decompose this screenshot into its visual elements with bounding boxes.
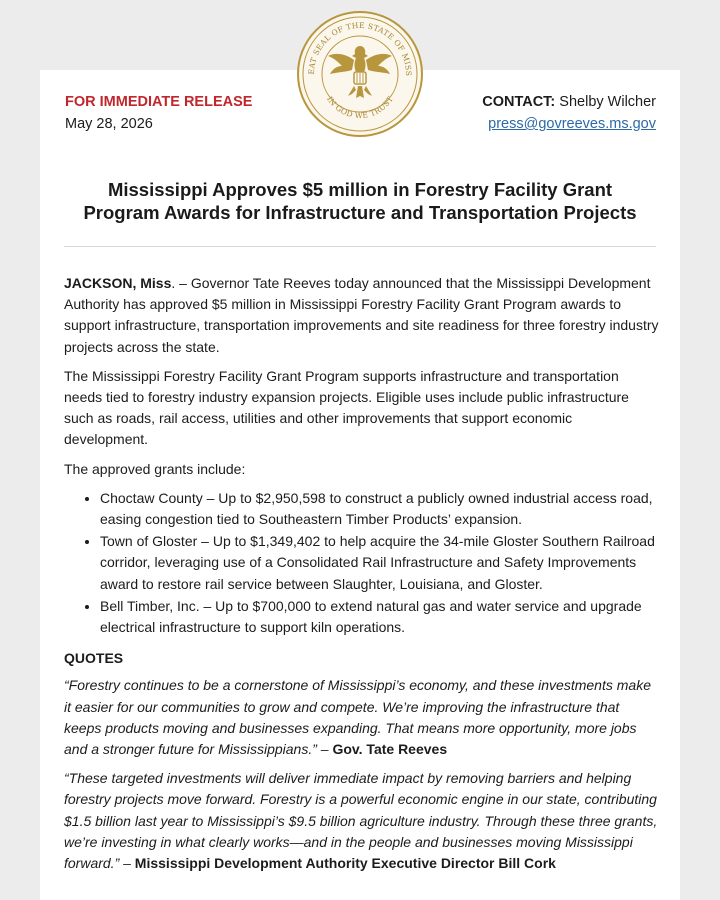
title-line-1: Mississippi Approves $5 million in Forestry Facility Grant <box>107 179 613 200</box>
quote-governor <box>64 675 659 760</box>
paragraph-lead <box>64 273 659 358</box>
grants-list <box>64 488 659 638</box>
quote-attribution: Mississippi Development Authority Executive Director Bill Cork <box>130 855 556 872</box>
title-line-2: Program Awards for Infrastructure and Transportation Projects <box>83 202 637 223</box>
quote-mda <box>64 768 659 874</box>
state-seal <box>296 10 424 138</box>
press-release-title <box>64 178 656 224</box>
grant-item: • Bell Timber, Inc. – Up to $700,000 to extend natural gas and water service and upgrade electrical infrastructure to support kiln operations. <box>100 596 659 638</box>
seal-ring-text-top: EAT SEAL OF THE STATE OF MISS <box>306 20 414 77</box>
contact-email-link[interactable]: press@govreeves.ms.gov <box>488 116 656 132</box>
quotes-heading: QUOTES <box>64 650 124 667</box>
paragraph-program: The Mississippi Forestry Facility Grant Program supports infrastructure and transportation needs tied to forestry industry expansion projects. Eligible uses include public infrastructure such as roads, rail access, utilities and other improvements that support economic development. <box>64 367 629 448</box>
divider <box>64 246 656 247</box>
contact-block <box>482 91 656 135</box>
release-label: FOR IMMEDIATE RELEASE <box>65 94 253 110</box>
release-date: May 28, 2026 <box>65 116 153 132</box>
seal-ring-text-bottom: IN GOD WE TRUST <box>325 94 395 121</box>
press-release-body <box>64 273 659 882</box>
quote-text: “Forestry continues to be a cornerstone of Mississippi’s economy, and these investments make it easier for our communities to grow and compete. We’re improving the infrastructure that keeps products moving and businesses expanding. That means more opportunity, more jobs and a stronger future for Mississippians.” – <box>64 677 651 758</box>
quote-attribution: Gov. Tate Reeves <box>328 741 448 758</box>
paragraph-grants-intro: The approved grants include: <box>64 460 246 477</box>
contact-label: CONTACT: <box>482 94 556 110</box>
grant-item: • Town of Gloster – Up to $1,349,402 to help acquire the 34-mile Gloster Southern Railroad corridor, leveraging use of a Consolidated Rail Infrastructure and Safety Improvements award to restore rail service between Slaughter, Louisiana, and Gloster. <box>100 531 659 595</box>
lead-text: . – Governor Tate Reeves today announced that the Mississippi Development Authority has approved $5 million in Mississippi Forestry Facility Grant Program awards to support infrastructure, transportation improvements and site readiness for three forestry industry projects across the state. <box>64 275 659 355</box>
grant-item: • Choctaw County – Up to $2,950,598 to construct a publicly owned industrial access road, easing congestion tied to Southeastern Timber Products’ expansion. <box>100 488 659 530</box>
contact-name: Shelby Wilcher <box>555 94 656 110</box>
release-block <box>65 91 252 135</box>
quote-text: “These targeted investments will deliver immediate impact by removing barriers and helping forestry projects move forward. Forestry is a powerful economic engine in our state, contributing $1.5 billion last year to Mississippi’s $9.5 billion agriculture industry. Through these three grants, we’re investing in what clearly works—and in the people and businesses moving Mississippi forward.” – <box>64 770 658 872</box>
dateline: JACKSON, Miss <box>64 275 172 291</box>
